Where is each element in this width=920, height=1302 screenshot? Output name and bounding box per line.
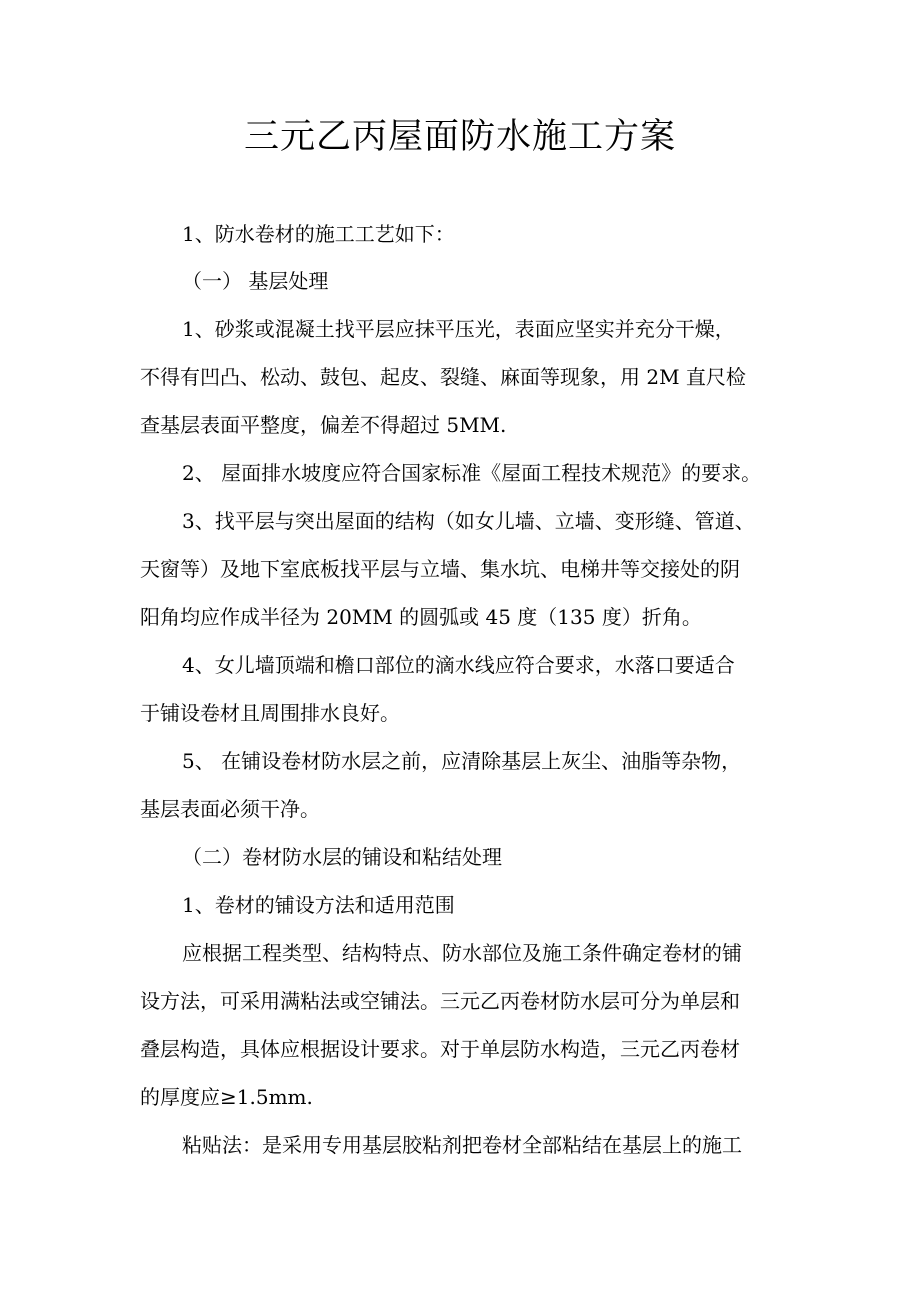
paragraph-line: 不得有凹凸、松动、鼓包、起皮、裂缝、麻面等现象，用 2M 直尺检 [140,365,746,389]
subsection-heading: （二）卷材防水层的铺设和粘结处理 [182,845,502,869]
paragraph-line: 阳角均应作成半径为 20MM 的圆弧或 45 度（135 度）折角。 [140,605,702,629]
paragraph-line: 3、找平层与突出屋面的结构（如女儿墙、立墙、变形缝、管道、 [182,509,755,533]
paragraph-line: 1、砂浆或混凝土找平层应抹平压光，表面应坚实并充分干燥， [182,317,735,341]
paragraph-line: 基层表面必须干净。 [140,797,320,821]
paragraph-line: 粘贴法：是采用专用基层胶粘剂把卷材全部粘结在基层上的施工 [182,1133,742,1157]
paragraph-line: 天窗等）及地下室底板找平层与立墙、集水坑、电梯井等交接处的阴 [140,557,740,581]
paragraph-line: 1、卷材的铺设方法和适用范围 [182,893,455,917]
paragraph-line: 4、女儿墙顶端和檐口部位的滴水线应符合要求，水落口要适合 [182,653,735,677]
paragraph-line: 2、 屋面排水坡度应符合国家标准《屋面工程技术规范》的要求。 [182,461,762,485]
subsection-heading: （一） 基层处理 [182,269,329,293]
paragraph-line: 的厚度应≥1.5mm. [140,1085,313,1109]
section-heading: 1、防水卷材的施工工艺如下： [182,222,455,246]
paragraph-line: 设方法，可采用满粘法或空铺法。三元乙丙卷材防水层可分为单层和 [140,989,740,1013]
paragraph-line: 5、 在铺设卷材防水层之前，应清除基层上灰尘、油脂等杂物， [182,749,742,773]
paragraph-line: 查基层表面平整度，偏差不得超过 5MM. [140,413,507,437]
paragraph-line: 于铺设卷材且周围排水良好。 [140,701,400,725]
document-title: 三元乙丙屋面防水施工方案 [243,117,676,157]
paragraph-line: 叠层构造，具体应根据设计要求。对于单层防水构造，三元乙丙卷材 [140,1037,740,1061]
paragraph-line: 应根据工程类型、结构特点、防水部位及施工条件确定卷材的铺 [182,941,742,965]
